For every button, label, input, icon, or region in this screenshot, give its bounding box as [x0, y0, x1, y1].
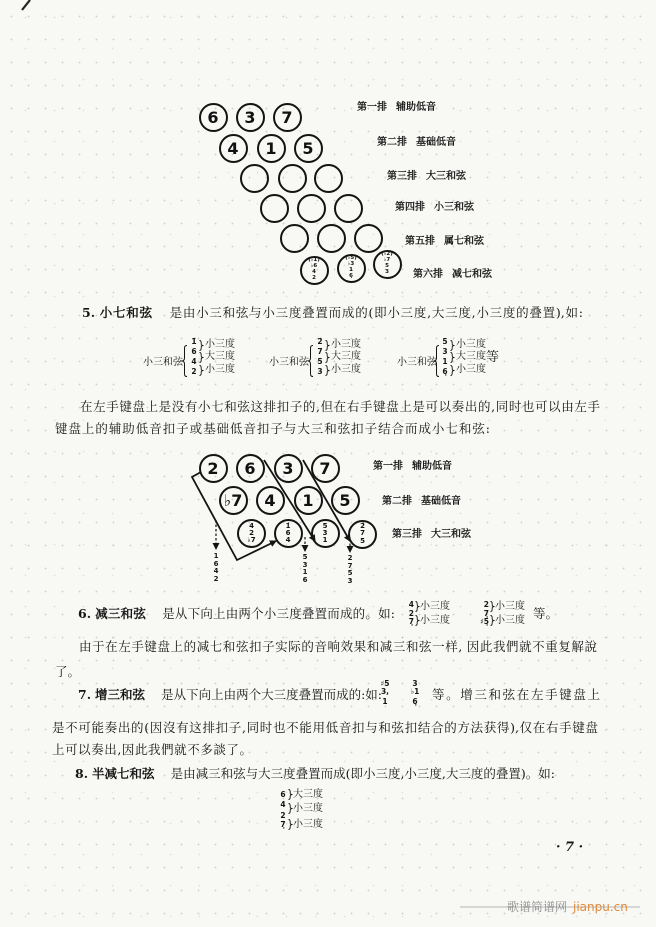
note: 2 — [408, 609, 414, 618]
major-chord-button — [311, 519, 340, 548]
section-5-heading — [82, 305, 583, 321]
chord-name: 小三和弦 — [397, 357, 437, 368]
note: 4 — [408, 600, 414, 609]
bass-button — [294, 134, 323, 163]
section-title: 减三和弦 — [95, 606, 147, 621]
note: 5 — [360, 536, 365, 545]
row-name: 基础低音 — [421, 496, 461, 507]
note: 6 — [213, 559, 219, 568]
note: ♭3 — [347, 261, 355, 268]
note: 7 — [360, 529, 365, 538]
note: 1̇ — [191, 337, 197, 346]
note: 1 — [442, 357, 448, 366]
note: 2̇ — [317, 337, 323, 346]
button-number: 1 — [302, 490, 314, 510]
row-name: 大三和弦 — [431, 529, 471, 540]
paragraph-line: 在左手键盘上是没有小七和弦这排扣子的,但在右手键盘上是可以奏出的,同时也可以由左手 — [80, 399, 600, 414]
diminished-seventh-button — [373, 250, 402, 279]
note: ♭7 — [247, 536, 256, 545]
note: 3 — [385, 268, 389, 275]
button-number: 5 — [302, 138, 314, 158]
interval-label: 大三度 — [205, 351, 235, 362]
chord-notes-stack — [360, 523, 365, 545]
chord-name: 小三和弦 — [143, 357, 183, 368]
brace-icon — [181, 345, 188, 377]
note: (♭2) — [381, 251, 393, 258]
note: 1 — [382, 697, 388, 706]
note: 2̇ — [360, 522, 365, 531]
button-number: 7 — [281, 107, 293, 127]
bass-button — [294, 486, 323, 515]
brace-icon — [450, 340, 455, 351]
note: 6 — [285, 528, 291, 537]
interval-label: 小三度 — [293, 819, 323, 830]
button-number: 1 — [265, 138, 277, 158]
note: 5 — [442, 337, 448, 346]
major-chord-button — [278, 164, 307, 193]
row-name: 辅助低音 — [412, 461, 452, 472]
row-number: 第六排 — [413, 269, 443, 280]
note: 6 — [191, 347, 197, 356]
note: 3 — [412, 679, 418, 688]
interval-label: 小三度 — [205, 364, 235, 375]
section-number: 7. — [78, 687, 92, 702]
row-label-3 — [392, 528, 471, 542]
row-name: 基础低音 — [416, 137, 456, 148]
note: 7̣ — [408, 617, 414, 626]
row-label-1 — [357, 101, 436, 115]
note: 3 — [317, 367, 323, 376]
diminished-seventh-button — [300, 256, 329, 285]
paragraph-line: 是不可能奏出的(因沒有这排扣子,同时也不能用低音扣与和弦扣结合的方法获得),仅在右手键盘 — [52, 720, 598, 735]
section-8-heading — [75, 766, 555, 782]
row-name: 小三和弦 — [434, 202, 474, 213]
note: 3 — [442, 347, 448, 356]
row-label-3 — [387, 170, 466, 184]
note: 3 — [302, 560, 308, 569]
note: 4 — [249, 521, 254, 530]
note: 2 — [280, 811, 286, 820]
interval-label: 小三度 — [293, 803, 323, 814]
section-text: 是由减三和弦与大三度叠置而成(即小三度,小三度,大三度的叠置)。如: — [170, 766, 555, 781]
row-number: 第三排 — [387, 171, 417, 182]
interval-label: 大三度 — [456, 351, 486, 362]
bass-button — [219, 134, 248, 163]
row-label-6 — [413, 268, 492, 282]
brace-icon — [199, 352, 204, 363]
chord-notes-stack — [286, 523, 291, 545]
chord-notes-stack — [247, 523, 255, 545]
row-label-2 — [382, 495, 461, 509]
note: 6̣ — [349, 272, 353, 279]
chord-example — [402, 598, 462, 630]
note: 2 — [213, 574, 219, 583]
dominant-seventh-button — [354, 224, 383, 253]
watermark-site-domain: jianpu.cn — [573, 900, 628, 914]
section-7-heading — [78, 687, 382, 703]
note: 5 — [385, 263, 389, 269]
bass-button — [199, 454, 228, 483]
button-number: 5 — [339, 490, 351, 510]
note: ♭7 — [383, 257, 391, 264]
note: 4 — [285, 536, 291, 545]
row-label-5 — [405, 235, 484, 249]
chord-example — [277, 788, 337, 832]
chord-name: 小三和弦 — [269, 357, 309, 368]
row-label-2 — [377, 136, 456, 150]
brace-icon — [199, 340, 204, 351]
minor-chord-button — [334, 194, 363, 223]
bass-button — [311, 454, 340, 483]
note: 4 — [213, 567, 219, 575]
section-number: 6. — [78, 606, 92, 621]
note: 3 — [322, 528, 328, 537]
note: 7 — [347, 561, 353, 570]
note: 1̇ — [285, 521, 291, 530]
dominant-seventh-button — [317, 224, 346, 253]
bass-button — [331, 486, 360, 515]
button-number: 3 — [282, 458, 294, 478]
note: 2 — [312, 274, 316, 281]
row-number: 第五排 — [405, 236, 435, 247]
button-number: 4 — [227, 138, 239, 158]
result-chord-notes — [211, 553, 221, 583]
chord-notes-stack — [323, 523, 328, 545]
note: 1 — [322, 536, 328, 545]
row-number: 第三排 — [392, 529, 422, 540]
brace-icon — [325, 365, 330, 376]
major-chord-button — [237, 519, 266, 548]
interval-label: 小三度 — [420, 601, 450, 612]
brace-icon — [450, 352, 455, 363]
row-number: 第四排 — [395, 202, 425, 213]
interval-label: 小三度 — [331, 364, 361, 375]
paragraph-line: 了。 — [55, 664, 81, 679]
note: 3, — [380, 687, 390, 696]
section-text: 是从下向上由两个小三度叠置而成的。如: — [162, 606, 395, 621]
brace-icon — [325, 352, 330, 363]
chord-example — [397, 336, 500, 380]
section-title: 小七和弦 — [99, 305, 153, 320]
row-label-1 — [373, 460, 452, 474]
chord-notes-stack — [381, 252, 392, 275]
chord-example — [143, 336, 243, 380]
row-label-4 — [395, 201, 474, 215]
row-number: 第二排 — [377, 137, 407, 148]
note: 2 — [483, 600, 489, 609]
paragraph-line: 上可以奏出,因此我們就不多談了。 — [52, 742, 252, 757]
paragraph-line: 键盘上的辅助低音扣子或基础低音扣子与大三和弦扣子结合而成小七和弦: — [55, 421, 490, 436]
result-chord-notes — [345, 555, 355, 585]
row-name: 减七和弦 — [452, 269, 492, 280]
chord-example — [377, 678, 395, 708]
paragraph-line: 由于在左手键盘上的减七和弦扣子实际的音响效果和减三和弦一样, 因此我們就不重复解說 — [79, 639, 597, 654]
bass-button — [274, 454, 303, 483]
note: 1 — [213, 552, 219, 560]
note: 7̣ — [280, 820, 286, 829]
section-title: 半减七和弦 — [92, 766, 155, 781]
button-number: 7 — [319, 458, 331, 478]
button-number: 3 — [244, 107, 256, 127]
note: 5 — [317, 357, 323, 366]
dominant-seventh-button — [280, 224, 309, 253]
note: ♯5̣ — [480, 617, 489, 626]
watermark-site-name: 歌谱简谱网 — [507, 900, 568, 914]
note: (♭5) — [345, 255, 357, 262]
bass-button — [236, 103, 265, 132]
brace-icon — [450, 365, 455, 376]
section-6-heading — [78, 606, 395, 622]
section-text: 是从下向上由两个大三度叠置而成的:如: — [161, 687, 382, 702]
note: 6̣ — [412, 697, 418, 706]
interval-label: 小三度 — [205, 339, 235, 350]
chord-example — [407, 678, 425, 708]
major-chord-button — [348, 520, 377, 549]
interval-label: 小三度 — [331, 339, 361, 350]
diminished-seventh-button — [337, 254, 366, 283]
scan-mark — [22, 0, 30, 10]
note: 3 — [347, 576, 353, 585]
interval-label: 小三度 — [495, 615, 525, 626]
note: 2 — [191, 367, 197, 376]
bass-button — [273, 103, 302, 132]
note: 1 — [349, 267, 353, 273]
chord-notes-stack — [308, 258, 319, 281]
button-number: 6 — [207, 107, 219, 127]
note: ♭1 — [410, 687, 420, 696]
note: 5 — [322, 521, 328, 530]
bass-button — [257, 134, 286, 163]
note: 5 — [302, 553, 308, 561]
interval-label: 大三度 — [293, 789, 323, 800]
row-name: 大三和弦 — [426, 171, 466, 182]
note: 6 — [280, 790, 286, 799]
section-number: 8. — [75, 766, 89, 781]
button-number: 6 — [244, 458, 256, 478]
note: 6 — [302, 575, 308, 584]
paragraph-line: 等。增三和弦在左手键盘上 — [432, 687, 600, 702]
row-number: 第一排 — [373, 461, 403, 472]
interval-label: 小三度 — [495, 601, 525, 612]
section-title: 增三和弦 — [95, 687, 146, 702]
result-chord-notes — [300, 554, 310, 584]
chord-example — [269, 336, 369, 380]
etc-label: 等。 — [533, 606, 559, 621]
row-name: 属七和弦 — [444, 236, 484, 247]
note: 2 — [249, 528, 254, 537]
interval-label: 大三度 — [331, 351, 361, 362]
interval-label: 小三度 — [456, 364, 486, 375]
note: ♯5 — [380, 679, 390, 688]
row-name: 辅助低音 — [396, 102, 436, 113]
row-number: 第二排 — [382, 496, 412, 507]
major-chord-button — [274, 519, 303, 548]
brace-icon — [307, 345, 314, 377]
page-number: · 7 · — [556, 840, 584, 855]
chord-notes-stack — [345, 256, 356, 279]
note: ♭6 — [310, 263, 318, 270]
interval-label: 小三度 — [420, 615, 450, 626]
note: 4 — [312, 269, 316, 275]
note: 2 — [347, 554, 353, 562]
section-text: 是由小三和弦与小三度叠置而成的(即小三度,大三度,小三度的叠置),如: — [168, 305, 583, 320]
major-chord-button — [240, 164, 269, 193]
major-chord-button — [314, 164, 343, 193]
chord-example — [477, 598, 537, 630]
bass-button — [219, 486, 248, 515]
note: 4 — [191, 357, 197, 366]
note: 5 — [347, 569, 353, 577]
interval-label: 小三度 — [456, 339, 486, 350]
minor-chord-button — [260, 194, 289, 223]
row-number: 第一排 — [357, 102, 387, 113]
note: 1 — [302, 568, 308, 576]
bass-button — [236, 454, 265, 483]
etc-label: 等 — [486, 350, 500, 365]
brace-icon — [199, 365, 204, 376]
brace-icon — [325, 340, 330, 351]
note: 4 — [280, 800, 286, 809]
note: 6̣ — [442, 367, 448, 376]
button-number: ♭7 — [223, 490, 243, 510]
note: 7 — [317, 347, 323, 356]
note: (♭1) — [308, 257, 320, 264]
note: 7̣ — [483, 609, 489, 618]
bass-button — [199, 103, 228, 132]
minor-chord-button — [297, 194, 326, 223]
button-number: 4 — [264, 490, 276, 510]
brace-icon — [433, 345, 440, 377]
bass-button — [256, 486, 285, 515]
button-number: 2 — [207, 458, 219, 478]
section-number: 5. — [82, 305, 96, 320]
